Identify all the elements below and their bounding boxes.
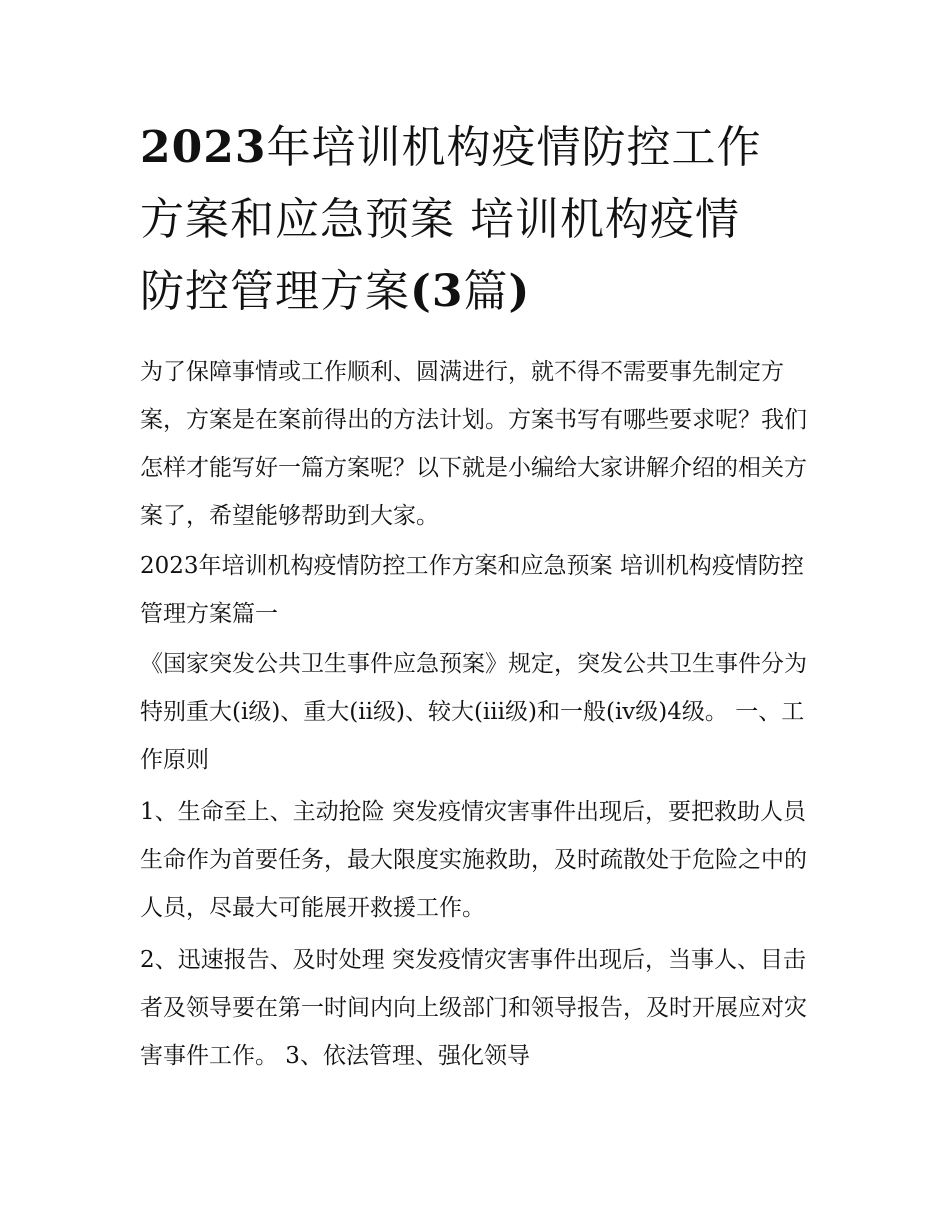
- title-count-unit: 篇: [463, 266, 509, 317]
- title-count-open: (3: [410, 266, 464, 317]
- principle-item-2: 2、迅速报告、及时处理 突发疫情灾害事件出现后，当事人、目击者及领导要在第一时间内向上级部门和领导报告，及时开展应对灾害事件工作。 3、依法管理、强化领导: [140, 947, 807, 1069]
- intro-paragraph: 为了保障事情或工作顺利、圆满进行，就不得不需要事先制定方案，方案是在案前得出的方法计划。方案书写有哪些要求呢？我们怎样才能写好一篇方案呢？以下就是小编给大家讲解介绍的相关方案了，希望能够帮助到大家。: [140, 359, 807, 529]
- principle-item-1: 1、生命至上、主动抢险 突发疫情灾害事件出现后，要把救助人员生命作为首要任务，最大限度实施救助，及时疏散处于危险之中的人员，尽最大可能展开救援工作。: [140, 799, 807, 921]
- title-year: 2023: [140, 122, 267, 173]
- title-line2-text: 方案和应急预案 培训机构疫情: [140, 194, 740, 245]
- regulation-paragraph: 《国家突发公共卫生事件应急预案》规定，突发公共卫生事件分为特别重大(i级)、重大(ii级)、较大(iii级)和一般(iv级)4级。 一、工作原则: [140, 651, 807, 773]
- title-count-close: ): [508, 266, 531, 317]
- title-line1-text: 年培训机构疫情防控工作: [266, 122, 762, 173]
- document-title: [140, 112, 820, 328]
- section-subheading: 2023年培训机构疫情防控工作方案和应急预案 培训机构疫情防控管理方案篇一: [140, 553, 804, 627]
- title-line3-text: 防控管理方案: [140, 266, 410, 317]
- document-page: [140, 112, 820, 1080]
